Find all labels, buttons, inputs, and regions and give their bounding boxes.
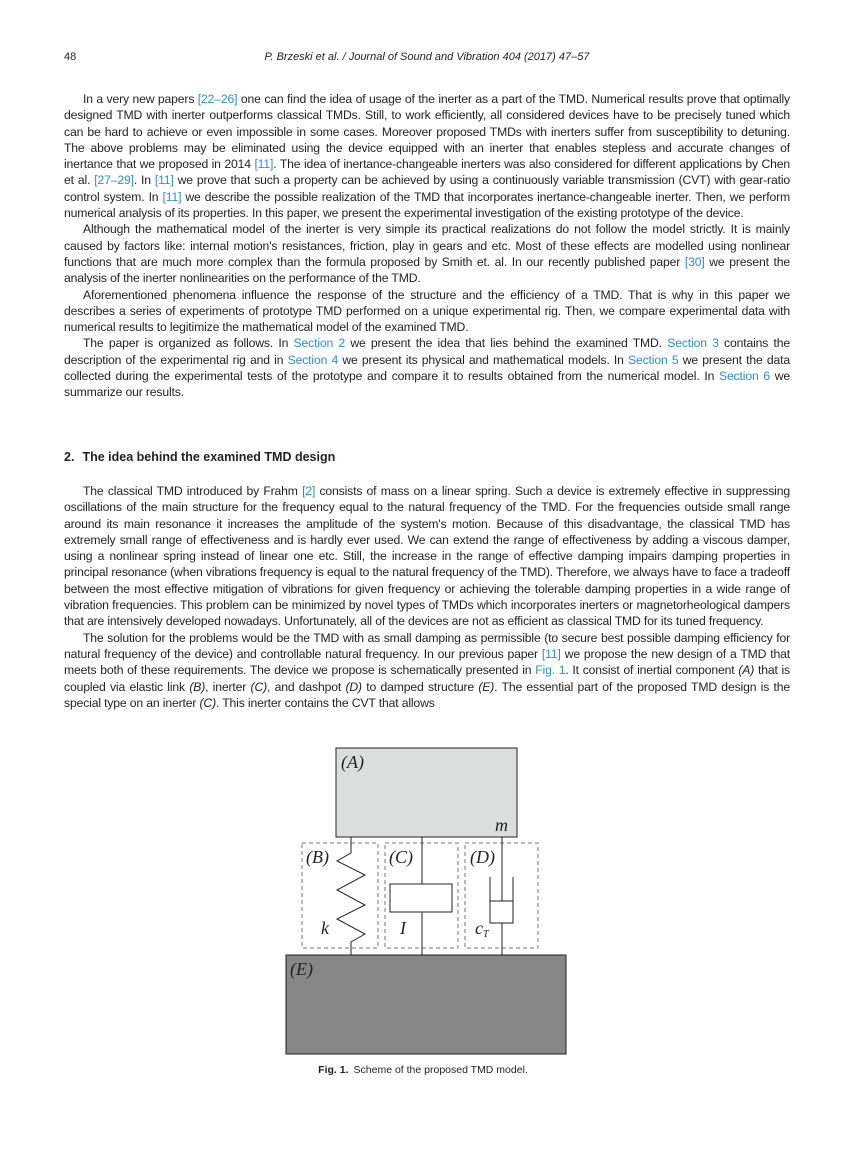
reference-link[interactable]: [11] bbox=[541, 646, 561, 661]
text-run: we present its physical and mathematical models. In bbox=[338, 352, 628, 367]
text-run: The paper is organized as follows. In bbox=[83, 336, 294, 351]
text-run: we present the analysis of the inerter nonlinearities on the performance of the TMD. bbox=[64, 254, 790, 286]
text-run: we prove that such a property can be achieved by using a continuously variable transmission (CVT) with gear-ratio control system. In bbox=[64, 173, 790, 204]
text-run: . The idea of inertance-changeable inerters was also considered for different applications by Chen et al. bbox=[64, 157, 790, 188]
reference-link[interactable]: Section 6 bbox=[718, 369, 770, 384]
text-run: , inerter bbox=[205, 679, 251, 694]
reference-link[interactable]: Section 3 bbox=[667, 336, 719, 351]
reference-link[interactable]: [30] bbox=[684, 254, 705, 269]
text-run: we describe the possible realization of the TMD that incorporates inertance-changeable inerter. Then, we perform numerical analysis of its properties. In this paper, we present the experimental investigation of the existing prototype of the device. bbox=[64, 189, 790, 221]
italic-symbol: (B) bbox=[189, 679, 206, 694]
label-t-subscript: T bbox=[483, 929, 489, 940]
text-run: one can find the idea of usage of the inerter as a part of the TMD. Numerical results prove that optimally designed TMD with inerter outperforms classical TMDs. Still, to work efficiently, all considered devices have to be precisely tuned which can be hard to achieve or even impossible in some cases. Moreover proposed TMDs with inerters suffer from susceptibility to detuning. The above problems may be eliminated using the device equipped with an inerter that enables stepless and accurate changes of inertance that we proposed in 2014 bbox=[64, 92, 790, 172]
text-run: Aforementioned phenomena influence the response of the structure and the efficiency of a TMD. That is why in this paper we describes a series of experiments of prototype TMD performed on a unique experimental rig. Then, we compare experimental data with numerical results to legitimize the mathematical model of the examined TMD. bbox=[64, 287, 790, 335]
caption-label: Fig. 1. bbox=[318, 1064, 349, 1076]
journal-citation: P. Brzeski et al. / Journal of Sound and Vibration 404 (2017) 47–57 bbox=[264, 51, 590, 63]
reference-link[interactable]: [2] bbox=[302, 484, 316, 498]
reference-link[interactable]: [11] bbox=[162, 189, 182, 204]
label-b: (B) bbox=[306, 847, 329, 867]
label-k: k bbox=[321, 918, 329, 938]
text-run: . This inerter contains the CVT that allows bbox=[215, 695, 435, 710]
label-c: (C) bbox=[389, 847, 413, 867]
structure-block-e bbox=[286, 955, 566, 1054]
text-run: contains the description of the experimental rig and in bbox=[64, 336, 790, 367]
inerter-body bbox=[390, 884, 452, 912]
text-run: The classical TMD introduced by Frahm bbox=[83, 484, 303, 498]
text-run: , and dashpot bbox=[267, 679, 346, 694]
section-number: 2. bbox=[64, 450, 75, 464]
reference-link[interactable]: [11] bbox=[154, 173, 174, 188]
label-d: (D) bbox=[470, 847, 495, 867]
italic-symbol: (E) bbox=[478, 679, 495, 694]
text-run: consists of mass on a linear spring. Such a device is extremely effective in suppressing oscillations of the main structure for the frequency equal to the natural frequency of the TMD. For the frequencies outside small range around its main resonance it increases the amplitude of the system's motion. Because of this disadvantage, the classical TMD has extremely small range of effectiveness and is hardly ever used. We can extend the range of effectiveness by adding a viscous damper, using a nonlinear spring instead of linear one etc. Still, the increase in the range of effective damping impairs damping properties in principal resonance (when vibrations frequency is equal to the natural frequency of the TMD). Therefore, we always have to face a tradeoff between the most effective mitigation of vibrations for given frequency or achieving the tolerable damping properties in a wide range of vibration frequencies. This problem can be minimized by novel types of TMDs which incorporates inerters or magnetorheological dampers that are intensively developed nowadays. Unfortunately, all of the devices are not as efficient as classical TMD for its tuned frequency. bbox=[64, 484, 790, 629]
label-a: (A) bbox=[341, 752, 364, 772]
italic-symbol: (C) bbox=[250, 679, 267, 694]
text-run: . It consist of inertial component bbox=[565, 663, 739, 678]
reference-link[interactable]: [22–26] bbox=[197, 92, 238, 106]
label-ct bbox=[475, 918, 490, 940]
text-run: The solution for the problems would be the TMD with as small damping as permissible (to secure best possible damping efficiency for natural frequency of the device) and controllable natural frequency. In our previous paper bbox=[64, 630, 790, 661]
figure-caption bbox=[0, 1064, 846, 1076]
italic-symbol: (A) bbox=[738, 663, 755, 678]
text-run: to damped structure bbox=[361, 679, 479, 694]
italic-symbol: (D) bbox=[345, 679, 362, 694]
text-run: we propose the new design of a TMD that meets both of these requirements. The device we propose is schematically presented in bbox=[64, 646, 791, 678]
reference-link[interactable]: Fig. 1 bbox=[535, 663, 566, 678]
text-run: . The essential part of the proposed TMD design is the special type on an inerter bbox=[64, 679, 790, 710]
text-run: . In bbox=[133, 173, 155, 188]
text-run: that is coupled via elastic link bbox=[64, 663, 791, 694]
reference-link[interactable]: Section 4 bbox=[287, 352, 339, 367]
label-e: (E) bbox=[290, 959, 313, 979]
reference-link[interactable]: Section 5 bbox=[627, 352, 679, 367]
page-number: 48 bbox=[64, 51, 77, 63]
label-m: m bbox=[495, 815, 508, 835]
text-run: we present the data collected during the experimental tests of the prototype and compare it to results obtained from the numerical model. In bbox=[64, 352, 791, 384]
label-i: I bbox=[400, 918, 406, 938]
caption-text: Scheme of the proposed TMD model. bbox=[353, 1064, 528, 1076]
spring-icon bbox=[337, 837, 365, 955]
text-run: In a very new papers bbox=[83, 92, 198, 106]
italic-symbol: (C) bbox=[199, 695, 216, 710]
text-run: Although the mathematical model of the inerter is very simple its practical realizations do not follow the model strictly. It is mainly caused by factors like: internal motion's resistances, friction, play in gears and etc. Most of these effects are modelled using nonlinear functions that are much more complex than the formula proposed by Smith et. al. In our recently published paper bbox=[64, 222, 790, 269]
reference-link[interactable]: [11] bbox=[254, 157, 274, 172]
section-title: The idea behind the examined TMD design bbox=[82, 450, 336, 464]
text-run: we summarize our results. bbox=[64, 369, 791, 400]
reference-link[interactable]: Section 2 bbox=[293, 336, 346, 351]
reference-link[interactable]: [27–29] bbox=[94, 173, 134, 188]
text-run: we present the idea that lies behind the examined TMD. bbox=[345, 336, 668, 351]
label-c-symbol: c bbox=[475, 918, 483, 938]
